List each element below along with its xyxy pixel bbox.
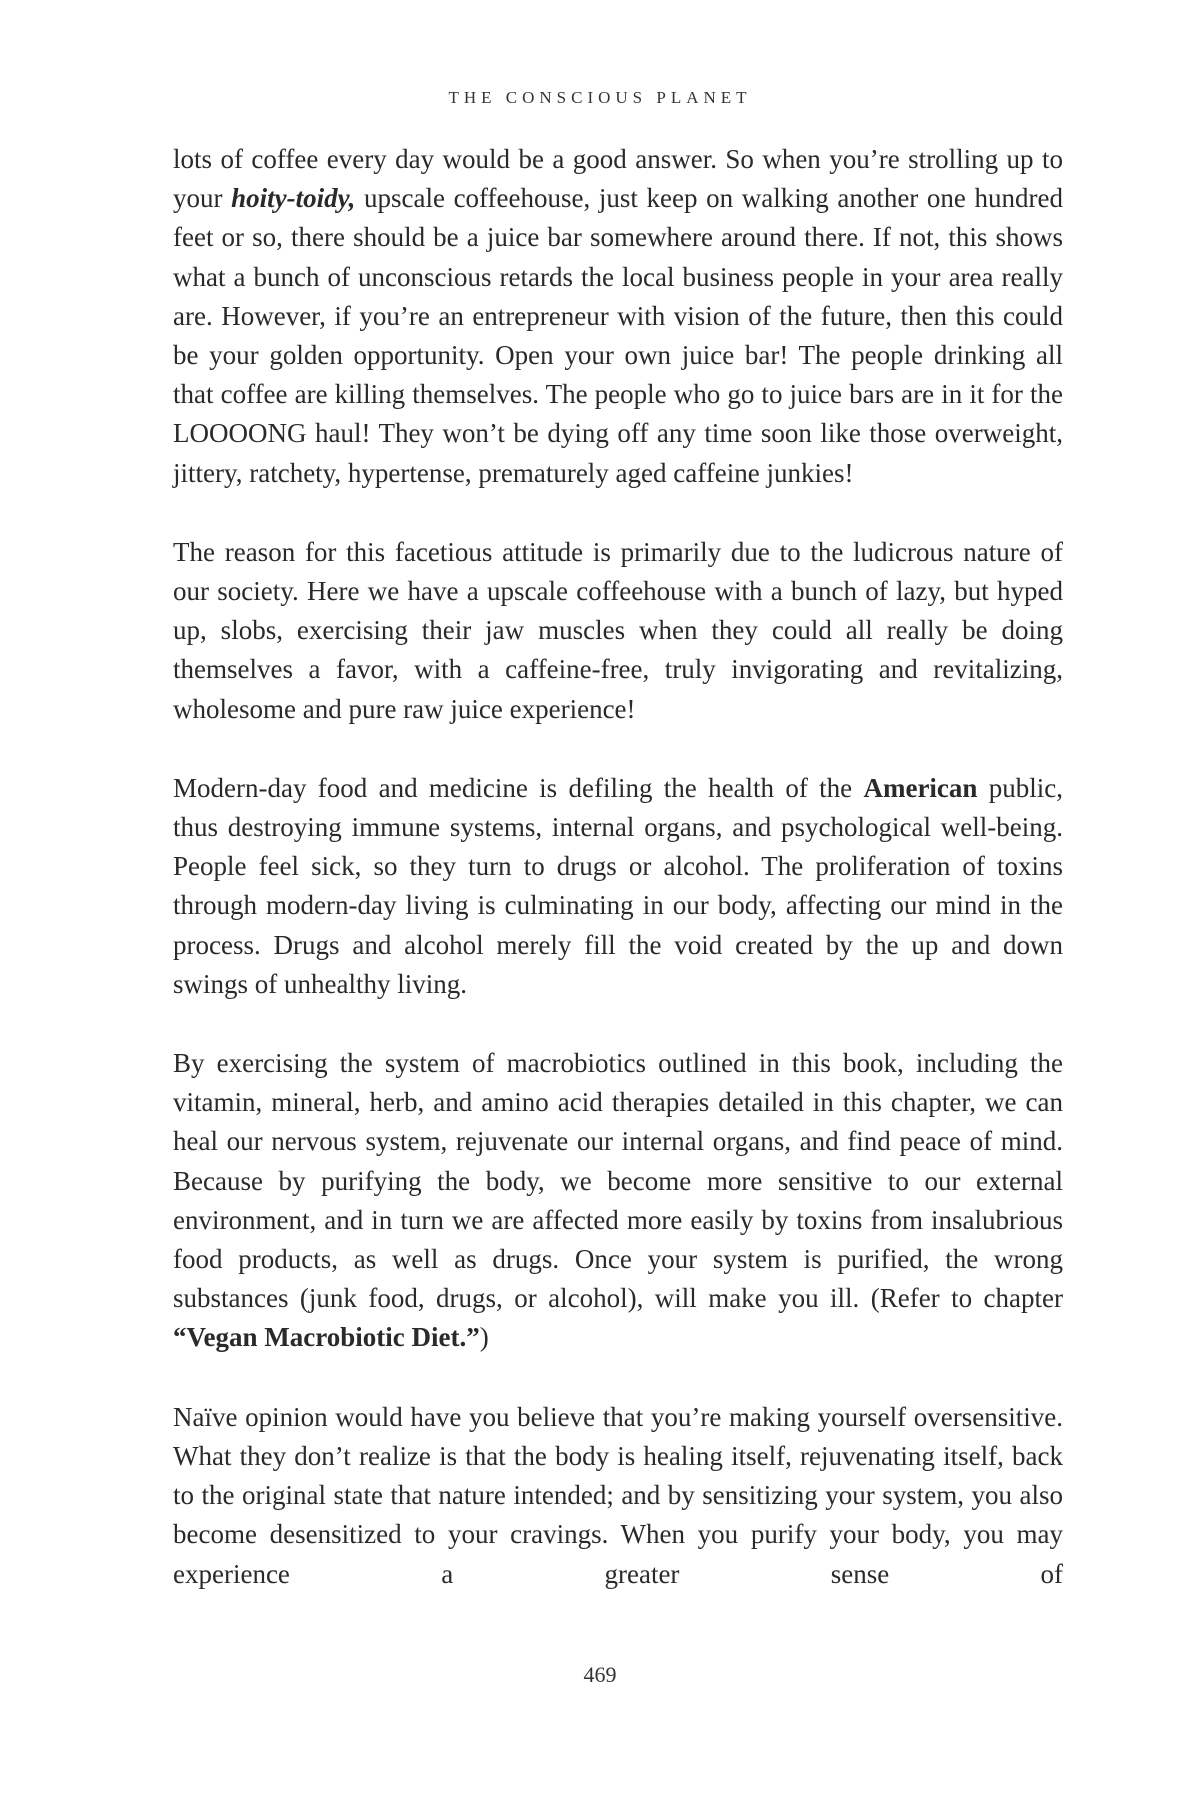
paragraph-3-text-b: public, thus destroying immune systems, internal organs, and psychological well-being. People feel sick, so they turn to drugs or alcohol. The proliferation of toxins through modern-day living is culminating in our body, affecting our mind in the process. Drugs and alcohol merely fill the void created by the up and down swings of unhealthy living. (173, 772, 1063, 999)
chapter-reference: “Vegan Macrobiotic Diet.” (173, 1322, 480, 1353)
paragraph-3-emphasis: American (863, 772, 978, 803)
paragraph-5: Naïve opinion would have you believe that you’re making yourself oversensitive. What they don’t realize is that the body is healing itself, rejuvenating itself, back to the original state that nature intended; and by sensitizing your system, you also become desensitized to your cravings. When you purify your body, you may experience a greater sense of (173, 1401, 1063, 1589)
paragraph-2: The reason for this facetious attitude is primarily due to the ludicrous nature of our society. Here we have a upscale coffeehouse with a bunch of lazy, but hyped up, slobs, exercising their jaw muscles when they could all really be doing themselves a favor, with a caffeine-free, truly invigorating and revitalizing, wholesome and pure raw juice experience! (173, 536, 1063, 724)
paragraph-4-text-b: ) (479, 1322, 489, 1353)
paragraph-3 (173, 769, 1063, 1004)
paragraph-4-text-a: By exercising the system of macrobiotics outlined in this book, including the vitamin, mineral, herb, and amino acid therapies detailed in this chapter, we can heal our nervous system, rejuvenate our internal organs, and find peace of mind. Because by purifying the body, we become more sensitive to our external environment, and in turn we are affected more easily by toxins from insalubrious food products, as well as drugs. Once your system is purified, the wrong substances (junk food, drugs, or alcohol), will make you ill. (Refer to chapter (173, 1048, 1063, 1314)
paragraph-1 (173, 140, 1063, 493)
paragraph-4 (173, 1044, 1063, 1358)
paragraph-3-text-a: Modern-day food and medicine is defiling the health of the (173, 772, 864, 803)
body-text (173, 140, 1063, 1594)
running-head: THE CONSCIOUS PLANET (448, 88, 752, 107)
paragraph-1-text-b: upscale coffeehouse, just keep on walking another one hundred feet or so, there should be a juice bar somewhere around there. If not, this shows what a bunch of unconscious retards the local business people in your area really are. However, if you’re an entrepreneur with vision of the future, then this could be your golden opportunity. Open your own juice bar! The people drinking all that coffee are killing themselves. The people who go to juice bars are in it for the LOOOONG haul! They won’t be dying off any time soon like those overweight, jittery, ratchety, hypertense, prematurely aged caffeine junkies! (173, 183, 1064, 488)
paragraph-1-text-a: lots of coffee every day would be a good answer. So when you’re strolling up to your (173, 144, 1063, 214)
page-number: 469 (583, 1662, 617, 1687)
paragraph-1-emphasis: hoity-toidy, (231, 183, 356, 214)
